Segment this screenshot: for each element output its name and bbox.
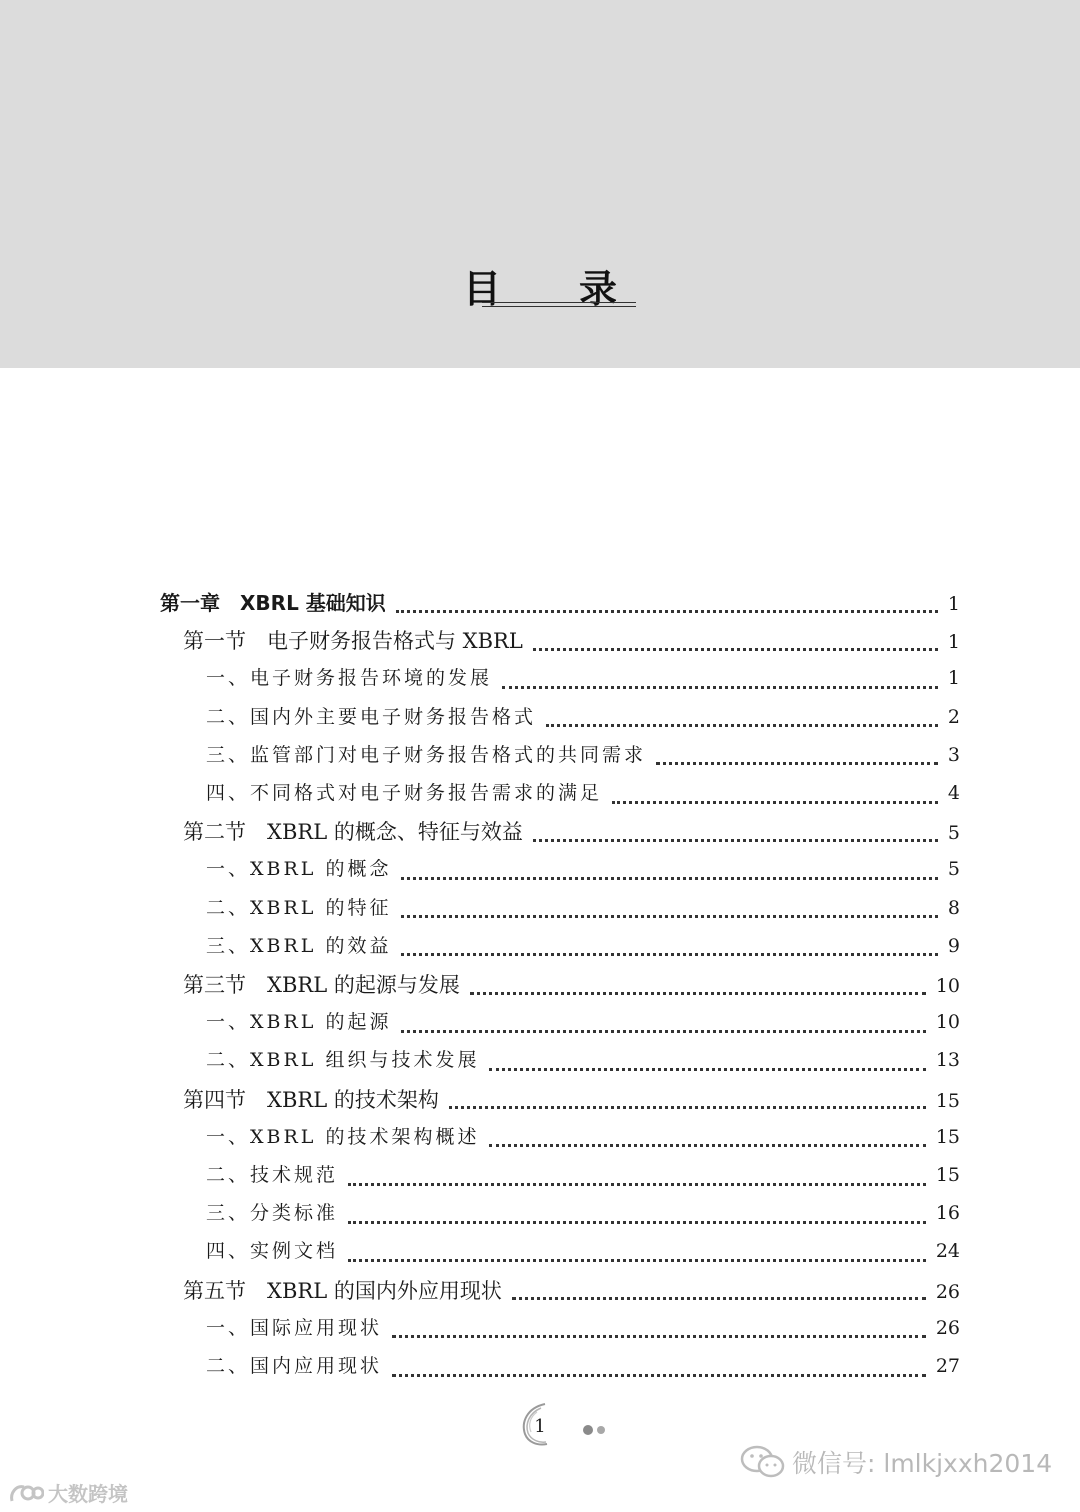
toc-entry-title: 三、XBRL 的效益 xyxy=(206,934,392,957)
page-title: 目录 xyxy=(462,267,695,311)
wechat-id-text: 微信号: lmlkjxxh2014 xyxy=(792,1449,1053,1478)
toc-page-number: 24 xyxy=(935,1240,960,1263)
dot-leader xyxy=(512,1283,926,1300)
brand-name-text: 大数跨境 xyxy=(48,1482,128,1506)
dot-leader xyxy=(612,787,938,804)
toc-item-row[interactable] xyxy=(206,1236,960,1266)
toc-entry-title: 一、XBRL 的技术架构概述 xyxy=(206,1125,480,1148)
toc-page-number: 13 xyxy=(935,1049,960,1072)
dots-ornament-icon xyxy=(582,1423,612,1437)
dot-leader xyxy=(396,596,938,613)
toc-page-number: 8 xyxy=(947,896,960,919)
dot-leader xyxy=(392,1321,926,1338)
toc-item-row[interactable] xyxy=(206,702,960,732)
dot-leader xyxy=(401,1016,925,1033)
toc-entry-title: 三、监管部门对电子财务报告格式的共同需求 xyxy=(206,743,647,766)
toc-page-number: 9 xyxy=(947,934,960,957)
toc-page-number: 10 xyxy=(935,975,960,997)
dot-leader xyxy=(470,978,926,995)
dot-leader xyxy=(392,1360,926,1377)
toc-chapter-row[interactable] xyxy=(160,587,960,617)
toc-page-number: 10 xyxy=(935,1011,960,1034)
toc-page-number: 15 xyxy=(935,1089,960,1112)
toc-entry-title: 四、实例文档 xyxy=(206,1240,339,1263)
toc-item-row[interactable] xyxy=(206,931,960,961)
toc-item-row[interactable] xyxy=(206,663,960,693)
toc-item-row[interactable] xyxy=(206,1198,960,1228)
dot-leader xyxy=(348,1207,926,1224)
toc-entry-title: 第三节 XBRL 的起源与发展 xyxy=(183,973,460,997)
toc-page-number: 5 xyxy=(947,858,960,881)
toc-item-row[interactable] xyxy=(206,778,960,808)
dot-leader xyxy=(449,1092,926,1109)
toc-entry-title: 第一节 电子财务报告格式与 XBRL xyxy=(183,629,523,654)
dot-leader xyxy=(489,1054,925,1071)
toc-entry-title: 二、国内应用现状 xyxy=(206,1355,383,1377)
toc-item-row[interactable] xyxy=(206,854,960,884)
dot-leader xyxy=(401,901,937,918)
dot-leader xyxy=(533,634,938,651)
toc-entry-title: 二、XBRL 组织与技术发展 xyxy=(206,1049,480,1072)
toc-item-row[interactable] xyxy=(206,893,960,923)
toc-page-number: 26 xyxy=(935,1316,960,1339)
toc-entry-title: 第五节 XBRL 的国内外应用现状 xyxy=(183,1278,502,1303)
toc-entry-title: 一、XBRL 的起源 xyxy=(206,1011,392,1034)
wechat-watermark xyxy=(740,1444,1052,1480)
toc-section-row[interactable] xyxy=(183,969,960,999)
toc-entry-title: 一、电子财务报告环境的发展 xyxy=(206,667,493,690)
toc-entry-title: 三、分类标准 xyxy=(206,1202,339,1225)
toc-page-number: 16 xyxy=(935,1202,960,1225)
dot-leader xyxy=(401,939,937,956)
toc-item-row[interactable] xyxy=(206,1351,960,1381)
toc-section-row[interactable] xyxy=(183,1275,960,1305)
toc-item-row[interactable] xyxy=(206,1313,960,1343)
toc-page-number: 27 xyxy=(935,1355,960,1377)
dot-leader xyxy=(546,710,938,727)
toc-entry-title: 第二节 XBRL 的概念、特征与效益 xyxy=(183,820,523,845)
toc-entry-title: 第四节 XBRL 的技术架构 xyxy=(183,1087,439,1112)
toc-entry-title: 二、技术规范 xyxy=(206,1164,339,1186)
page-number: 1 xyxy=(534,1416,546,1437)
toc-entry-title: 二、XBRL 的特征 xyxy=(206,896,392,919)
toc-section-row[interactable] xyxy=(183,1084,960,1114)
toc-page-number: 1 xyxy=(947,631,960,654)
toc-entry-title: 四、不同格式对电子财务报告需求的满足 xyxy=(206,782,603,804)
toc-entry-title: 一、XBRL 的概念 xyxy=(206,858,392,881)
dot-leader xyxy=(489,1130,925,1147)
toc-page-number: 5 xyxy=(947,822,960,845)
toc-entry-title: 第一章 XBRL 基础知识 xyxy=(160,591,386,615)
toc-item-row[interactable] xyxy=(206,1122,960,1152)
toc-entry-title: 二、国内外主要电子财务报告格式 xyxy=(206,705,537,728)
toc-page-number: 15 xyxy=(935,1164,960,1186)
toc-entry-title: 一、国际应用现状 xyxy=(206,1316,383,1339)
dot-leader xyxy=(401,863,937,880)
brand-logo-icon xyxy=(8,1481,44,1505)
toc-item-row[interactable] xyxy=(206,1160,960,1190)
toc-item-row[interactable] xyxy=(206,1045,960,1075)
wechat-icon xyxy=(740,1444,786,1480)
brand-watermark xyxy=(8,1478,128,1507)
toc-page-number: 3 xyxy=(947,743,960,766)
toc-item-row[interactable] xyxy=(206,1007,960,1037)
dot-leader xyxy=(348,1245,926,1262)
toc-page-number: 15 xyxy=(935,1125,960,1148)
dot-leader xyxy=(656,748,938,765)
toc-page-number: 1 xyxy=(947,667,960,690)
toc-page-number: 1 xyxy=(947,593,960,615)
toc-item-row[interactable] xyxy=(206,740,960,770)
dot-leader xyxy=(348,1169,926,1186)
toc-section-row[interactable] xyxy=(183,625,960,655)
toc-section-row[interactable] xyxy=(183,816,960,846)
toc-page-number: 26 xyxy=(935,1280,960,1303)
dot-leader xyxy=(533,825,938,842)
toc-page-number: 4 xyxy=(947,782,960,804)
dot-leader xyxy=(502,672,938,689)
title-underline xyxy=(482,302,636,307)
toc-page-number: 2 xyxy=(947,705,960,728)
